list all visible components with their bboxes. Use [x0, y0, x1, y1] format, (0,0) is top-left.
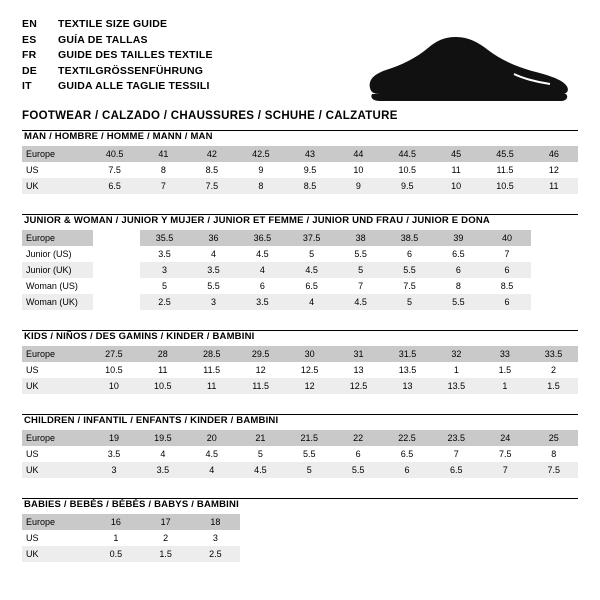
- size-cell: 10: [432, 178, 480, 194]
- size-cell: 22.5: [382, 430, 431, 446]
- size-cell: 5: [336, 262, 385, 278]
- size-cell: 13: [383, 378, 432, 394]
- size-cell: [530, 530, 578, 546]
- table-row: [22, 362, 578, 378]
- size-cell: 4: [287, 294, 336, 310]
- size-cell: 31.5: [383, 346, 432, 362]
- size-cell: 27.5: [89, 346, 138, 362]
- size-cell: 3: [189, 294, 238, 310]
- size-cell: 30: [285, 346, 334, 362]
- table-row: [22, 430, 578, 446]
- size-cell: 13.5: [398, 365, 417, 375]
- size-cell: 12.5: [300, 365, 319, 375]
- size-cell: 7: [358, 281, 364, 291]
- language-code: DE: [22, 64, 37, 77]
- size-cell: 13.5: [432, 378, 481, 394]
- table-row: [22, 446, 578, 462]
- size-cell: 1.5: [498, 365, 512, 375]
- language-row: [22, 18, 213, 34]
- size-cell: 6: [407, 249, 413, 259]
- language-code: IT: [22, 80, 32, 92]
- size-cell: 11.5: [236, 378, 285, 394]
- size-cell: 39: [434, 230, 483, 246]
- size-block: [22, 214, 578, 310]
- language-row: [22, 49, 213, 65]
- size-cell: 37.5: [287, 230, 336, 246]
- size-cell: 4.5: [236, 462, 285, 478]
- size-block: [22, 414, 578, 478]
- size-cell: 5.5: [434, 294, 483, 310]
- size-cell: 5.5: [385, 262, 434, 278]
- size-cell: [240, 546, 288, 562]
- size-cell: 42: [188, 146, 237, 162]
- table-row: [22, 146, 578, 162]
- size-cell: 1.5: [529, 378, 578, 394]
- size-cell: 7.5: [529, 462, 578, 478]
- size-block-title: KIDS / NIÑOS / DES GAMINS / KINDER / BAMBINI: [24, 331, 255, 342]
- size-cell: 5.5: [334, 462, 383, 478]
- size-cell: 25: [529, 430, 578, 446]
- size-cell: 43: [286, 146, 335, 162]
- size-cell: 10: [353, 165, 364, 175]
- table-row: [22, 178, 578, 194]
- table-row: [22, 346, 578, 362]
- size-table: [22, 346, 578, 394]
- size-cell: 4.5: [287, 262, 336, 278]
- size-cell: 7.5: [108, 165, 121, 175]
- size-cell: 6.5: [305, 281, 318, 291]
- size-cell: [433, 546, 481, 562]
- size-cell: 6.5: [452, 249, 465, 259]
- size-cell: [531, 294, 578, 310]
- size-cell: [481, 546, 529, 562]
- size-cell: [240, 514, 288, 530]
- size-cell: 5: [162, 281, 168, 291]
- language-title: GUIDE DES TAILLES TEXTILE: [58, 49, 213, 61]
- size-cell: 45: [432, 146, 480, 162]
- size-cell: [385, 546, 433, 562]
- size-cell: 3.5: [238, 294, 287, 310]
- row-label: Europe: [22, 230, 93, 246]
- size-cell: 4.5: [336, 294, 385, 310]
- size-cell: 1.5: [141, 546, 191, 562]
- size-block-title: CHILDREN / INFANTIL / ENFANTS / KINDER / BAMBINI: [24, 415, 279, 426]
- size-cell: 5: [309, 249, 315, 259]
- size-cell: [433, 530, 481, 546]
- size-cell: [337, 514, 385, 530]
- size-cell: 6: [259, 281, 265, 291]
- size-cell: 45.5: [480, 146, 529, 162]
- row-label: Europe: [22, 514, 91, 530]
- size-cell: 32: [432, 346, 481, 362]
- size-cell: 6.5: [90, 178, 139, 194]
- size-cell: 7.5: [403, 281, 416, 291]
- size-cell: 8.5: [500, 281, 514, 291]
- size-cell: 38: [336, 230, 385, 246]
- size-cell: [288, 530, 336, 546]
- table-row: [22, 162, 578, 178]
- size-block: [22, 498, 578, 562]
- size-cell: 40: [483, 230, 532, 246]
- size-cell: 6.5: [400, 449, 414, 459]
- language-row: [22, 65, 213, 81]
- language-title: GUIDA ALLE TAGLIE TESSILI: [58, 80, 210, 92]
- size-cell: 38.5: [385, 230, 434, 246]
- size-cell: 9.5: [303, 165, 317, 175]
- row-label: UK: [22, 378, 89, 394]
- size-cell: 4: [188, 462, 237, 478]
- size-cell: 19: [90, 430, 139, 446]
- size-cell: 5: [385, 294, 434, 310]
- size-cell: 3.5: [158, 249, 171, 259]
- row-label: UK: [22, 462, 90, 478]
- row-label: UK: [22, 546, 91, 562]
- size-cell: 19.5: [138, 430, 187, 446]
- size-cell: 31: [334, 346, 383, 362]
- size-cell: 11: [451, 165, 461, 175]
- size-cell: [93, 262, 140, 278]
- size-cell: [337, 530, 385, 546]
- size-cell: 12: [285, 378, 334, 394]
- size-cell: 8: [551, 449, 557, 459]
- size-cell: 11.5: [203, 365, 221, 375]
- row-label: US: [26, 533, 39, 543]
- size-cell: 28: [138, 346, 187, 362]
- size-cell: 13: [353, 365, 364, 375]
- size-block-title: JUNIOR & WOMAN / JUNIOR Y MUJER / JUNIOR ET FEMME / JUNIOR UND FRAU / JUNIOR E DONA: [24, 215, 490, 226]
- size-block: [22, 330, 578, 394]
- size-cell: [240, 530, 288, 546]
- table-row: [22, 262, 578, 278]
- size-cell: 46: [530, 146, 578, 162]
- document-header: [22, 18, 578, 122]
- size-cell: 10: [89, 378, 138, 394]
- size-cell: 6: [483, 262, 532, 278]
- size-cell: [531, 230, 578, 246]
- language-title-list: [22, 18, 213, 96]
- row-label: US: [26, 449, 39, 459]
- size-cell: [288, 514, 336, 530]
- table-row: [22, 462, 578, 478]
- size-table: [22, 430, 578, 478]
- size-cell: 10.5: [105, 365, 123, 375]
- size-cell: 2.5: [140, 294, 189, 310]
- size-cell: 10.5: [398, 165, 417, 175]
- size-cell: 5: [257, 449, 263, 459]
- size-cell: 4: [238, 262, 287, 278]
- size-cell: [481, 514, 529, 530]
- size-cell: [93, 246, 140, 262]
- size-cell: 8: [236, 178, 285, 194]
- row-label: Junior (US): [26, 249, 72, 259]
- language-row: [22, 80, 213, 96]
- size-cell: 3.5: [107, 449, 121, 459]
- table-row: [22, 278, 578, 294]
- size-cell: 9: [258, 165, 264, 175]
- size-cell: 22: [334, 430, 383, 446]
- size-cell: 10.5: [480, 178, 529, 194]
- size-cell: 12: [548, 165, 559, 175]
- table-row: [22, 246, 578, 262]
- size-cell: 5: [285, 462, 334, 478]
- size-cell: 6: [382, 462, 431, 478]
- size-cell: 11: [158, 365, 168, 375]
- language-code: EN: [22, 18, 37, 30]
- size-cell: [93, 230, 140, 246]
- size-block-title: MAN / HOMBRE / HOMME / MANN / MAN: [24, 131, 213, 142]
- size-cell: 36.5: [238, 230, 287, 246]
- row-label: Europe: [22, 346, 89, 362]
- size-cell: 44: [334, 146, 382, 162]
- size-cell: 29.5: [236, 346, 285, 362]
- size-cell: 33.5: [529, 346, 578, 362]
- size-cell: 7: [504, 249, 510, 259]
- size-cell: 7: [139, 178, 187, 194]
- language-title: TEXTILE SIZE GUIDE: [58, 18, 168, 30]
- dress-shoe-icon: [364, 34, 574, 106]
- size-table: [22, 146, 578, 194]
- size-cell: 1: [113, 533, 119, 543]
- size-cell: [531, 262, 578, 278]
- size-cell: 3: [212, 533, 218, 543]
- size-table: [22, 514, 578, 562]
- size-cell: 2.5: [190, 546, 240, 562]
- size-cell: 41: [139, 146, 187, 162]
- size-cell: 28.5: [187, 346, 236, 362]
- table-row: [22, 546, 578, 562]
- size-cell: [337, 546, 385, 562]
- size-cell: 2: [550, 365, 556, 375]
- size-cell: 7.5: [498, 449, 512, 459]
- row-label: UK: [22, 178, 90, 194]
- table-row: [22, 378, 578, 394]
- row-label: US: [26, 165, 39, 175]
- size-cell: 24: [481, 430, 530, 446]
- size-cell: 20: [188, 430, 237, 446]
- size-cell: 5.5: [354, 249, 367, 259]
- size-cell: 7: [453, 449, 459, 459]
- table-row: [22, 530, 578, 546]
- size-cell: 33: [481, 346, 529, 362]
- size-cell: 3.5: [189, 262, 238, 278]
- language-code: ES: [22, 33, 37, 46]
- size-cell: 2: [163, 533, 169, 543]
- size-cell: 5.5: [302, 449, 316, 459]
- size-cell: 12.5: [334, 378, 383, 394]
- table-row: [22, 514, 578, 530]
- size-cell: 18: [190, 514, 240, 530]
- size-cell: 9.5: [383, 178, 432, 194]
- size-cell: 3: [140, 262, 189, 278]
- size-tables-container: [22, 130, 578, 562]
- size-cell: [385, 530, 433, 546]
- language-title: TEXTILGRÖSSENFÜHRUNG: [58, 64, 204, 77]
- size-cell: 6: [434, 262, 483, 278]
- size-cell: [93, 294, 140, 310]
- size-cell: [481, 530, 529, 546]
- size-cell: [433, 514, 481, 530]
- language-title: GUÍA DE TALLAS: [58, 33, 148, 46]
- size-table: [22, 230, 578, 310]
- row-label: Europe: [22, 430, 90, 446]
- size-cell: 21.5: [285, 430, 334, 446]
- size-cell: 4.5: [205, 449, 219, 459]
- row-label: US: [26, 365, 39, 375]
- size-cell: 12: [255, 365, 266, 375]
- table-row: [22, 230, 578, 246]
- size-cell: [385, 514, 433, 530]
- size-cell: 0.5: [91, 546, 141, 562]
- size-cell: 44.5: [383, 146, 432, 162]
- size-cell: 36: [189, 230, 238, 246]
- size-cell: 42.5: [236, 146, 285, 162]
- size-cell: [531, 246, 578, 262]
- size-cell: [288, 546, 336, 562]
- size-cell: 3.5: [138, 462, 187, 478]
- size-cell: [531, 278, 578, 294]
- size-cell: 4.5: [256, 249, 269, 259]
- size-cell: 6.5: [432, 462, 481, 478]
- language-row: [22, 34, 213, 50]
- size-block: [22, 130, 578, 194]
- size-cell: 9: [334, 178, 382, 194]
- size-cell: 8: [455, 281, 461, 291]
- size-cell: 6: [483, 294, 532, 310]
- language-code: FR: [22, 49, 37, 61]
- size-cell: [93, 278, 140, 294]
- size-cell: 1: [453, 365, 459, 375]
- size-block-title: BABIES / BEBÉS / BÉBÉS / BABYS / BAMBINI: [24, 499, 239, 510]
- table-row: [22, 294, 578, 310]
- size-cell: 3: [90, 462, 139, 478]
- page-title: FOOTWEAR / CALZADO / CHAUSSURES / SCHUHE / CALZATURE: [22, 109, 398, 122]
- size-cell: 1: [481, 378, 529, 394]
- size-cell: [530, 546, 578, 562]
- size-cell: 10.5: [138, 378, 187, 394]
- size-cell: 7: [481, 462, 530, 478]
- row-label: Woman (UK): [22, 294, 93, 310]
- size-cell: 40.5: [90, 146, 139, 162]
- size-cell: 16: [91, 514, 141, 530]
- size-cell: 11: [530, 178, 578, 194]
- size-cell: 5.5: [207, 281, 220, 291]
- size-cell: 11: [187, 378, 236, 394]
- size-cell: 21: [236, 430, 285, 446]
- size-cell: 6: [355, 449, 361, 459]
- size-cell: 35.5: [140, 230, 189, 246]
- size-cell: 7.5: [188, 178, 237, 194]
- size-cell: 8: [160, 165, 166, 175]
- size-cell: [530, 514, 578, 530]
- size-cell: 17: [141, 514, 191, 530]
- size-cell: 11.5: [496, 165, 514, 175]
- row-label: Woman (US): [26, 281, 78, 291]
- row-label: Europe: [22, 146, 90, 162]
- size-cell: 8.5: [205, 165, 219, 175]
- size-cell: 8.5: [286, 178, 335, 194]
- size-cell: 23.5: [432, 430, 481, 446]
- row-label: Junior (UK): [22, 262, 93, 278]
- size-cell: 4: [160, 449, 166, 459]
- size-cell: 4: [210, 249, 216, 259]
